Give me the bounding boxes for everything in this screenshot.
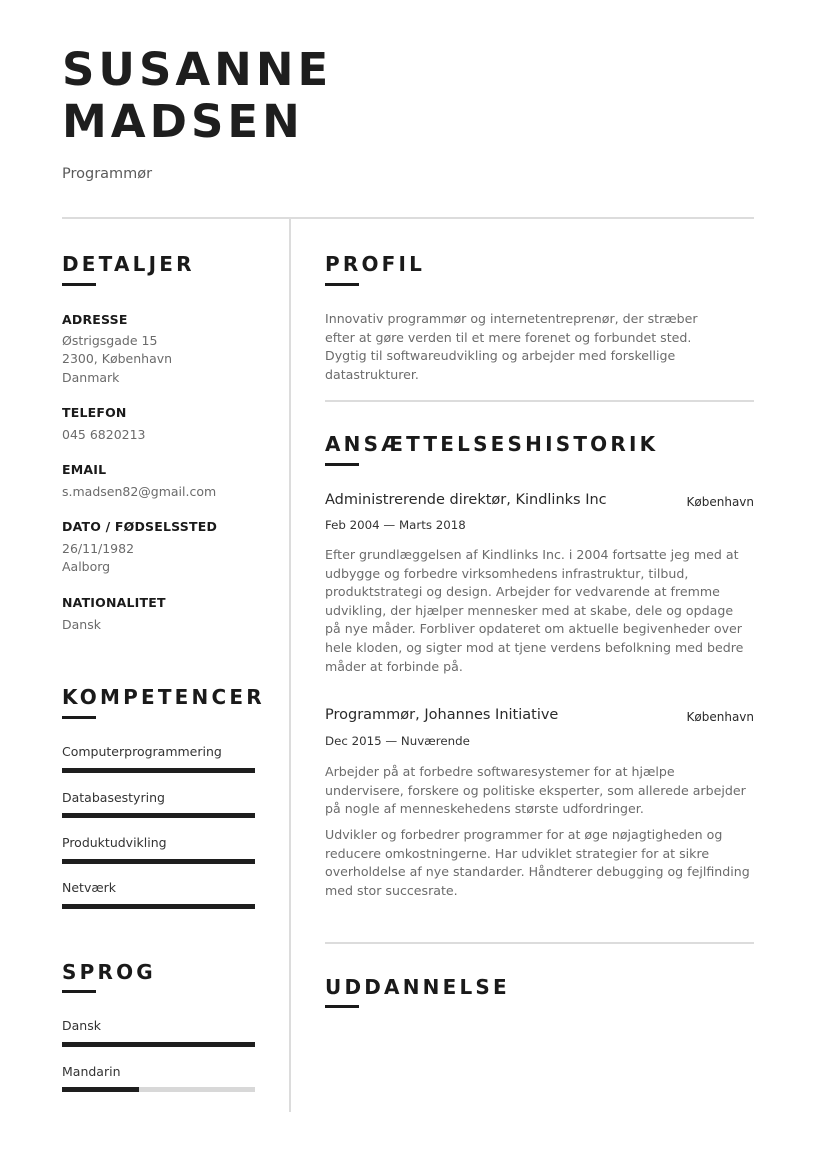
language-level-bar [62,1087,255,1092]
skill-level-bar [62,768,255,773]
skill-name: Produktudvikling [62,835,167,850]
language-level-fill [62,1042,255,1047]
profile-divider [325,400,754,402]
skill-name: Computerprogrammering [62,744,222,759]
skills-heading-underline [62,716,96,719]
language-level-fill [62,1087,139,1092]
job-description: Arbejder på at forbedre softwaresystemer for at hjælpe undervisere, forskere og politiske eksperter, som allerede arbejder på nogle af menneskehedens største udfordringer. [325,764,746,817]
email-value: s.madsen82@gmail.com [62,484,217,499]
address-line-3: Danmark [62,370,120,385]
first-name: SUSANNE [62,43,333,96]
job-dates: Dec 2015 — Nuværende [325,734,470,748]
job-title: Programmør [62,166,153,182]
job-title: Administrerende direktør, Kindlinks Inc [325,492,607,508]
language-level-bar [62,1042,255,1047]
job-description: Udvikler og forbedrer programmer for at øge nøjagtigheden og reducere omkostningerne. Har udviklet strategier for at sikre overholdelse af nye standarder. Håndterer debugging og fejlfinding med stor succesrate. [325,827,750,898]
job-title: Programmør, Johannes Initiative [325,707,559,723]
skill-level-fill [62,768,255,773]
profile-heading: PROFIL [325,252,426,276]
skills-heading: KOMPETENCER [62,685,265,709]
languages-heading-underline [62,990,96,993]
skill-name: Databasestyring [62,790,165,805]
skill-level-fill [62,813,255,818]
details-heading-underline [62,283,96,286]
job-city: København [686,710,754,724]
address-line-2: 2300, København [62,351,173,366]
job-description: Efter grundlæggelsen af Kindlinks Inc. i 2004 fortsatte jeg med at udbygge og forbedre virksomhedens infrastruktur, tilbud, produktstrategi og design. Arbejder for vedvarende at fremme udvikling, der hjælper mennesker med at skabe, dele og opdage på nye måder. Forbliver opdateret om aktuelle begivenheder over hele kloden, og sigter mod at tjene verdens befolkning med bedre måder at forbinde på. [325,547,744,674]
candidate-name [62,44,332,148]
job-city: København [686,495,754,509]
nationality-label: NATIONALITET [62,595,166,610]
employment-heading-underline [325,463,359,466]
skill-level-bar [62,859,255,864]
employment-heading: ANSÆTTELSESHISTORIK [325,432,659,456]
email-label: EMAIL [62,462,107,477]
profile-text: Innovativ programmør og internetentreprenør, der stræber efter at gøre verden til et mere forenet og forbundet sted. Dygtig til softwareudvikling og arbejder med forskellige datastrukturer. [325,311,698,382]
language-name: Mandarin [62,1064,121,1079]
skill-level-fill [62,904,255,909]
profile-heading-underline [325,283,359,286]
skill-name: Netværk [62,880,116,895]
birth-label: DATO / FØDSELSSTED [62,519,218,534]
employment-divider [325,942,754,944]
languages-heading: SPROG [62,960,156,984]
details-heading: DETALJER [62,252,195,276]
birth-place: Aalborg [62,559,111,574]
skill-level-bar [62,904,255,909]
phone-value: 045 6820213 [62,427,146,442]
skill-level-bar [62,813,255,818]
language-name: Dansk [62,1018,101,1033]
education-heading: UDDANNELSE [325,975,510,999]
skill-level-fill [62,859,255,864]
address-line-1: Østrigsgade 15 [62,333,158,348]
header-divider [62,217,754,219]
last-name: MADSEN [62,95,304,148]
job-dates: Feb 2004 — Marts 2018 [325,518,466,532]
nationality-value: Dansk [62,617,101,632]
birth-date: 26/11/1982 [62,541,135,556]
address-label: ADRESSE [62,312,128,327]
education-heading-underline [325,1005,359,1008]
phone-label: TELEFON [62,405,127,420]
column-divider [289,218,291,1112]
